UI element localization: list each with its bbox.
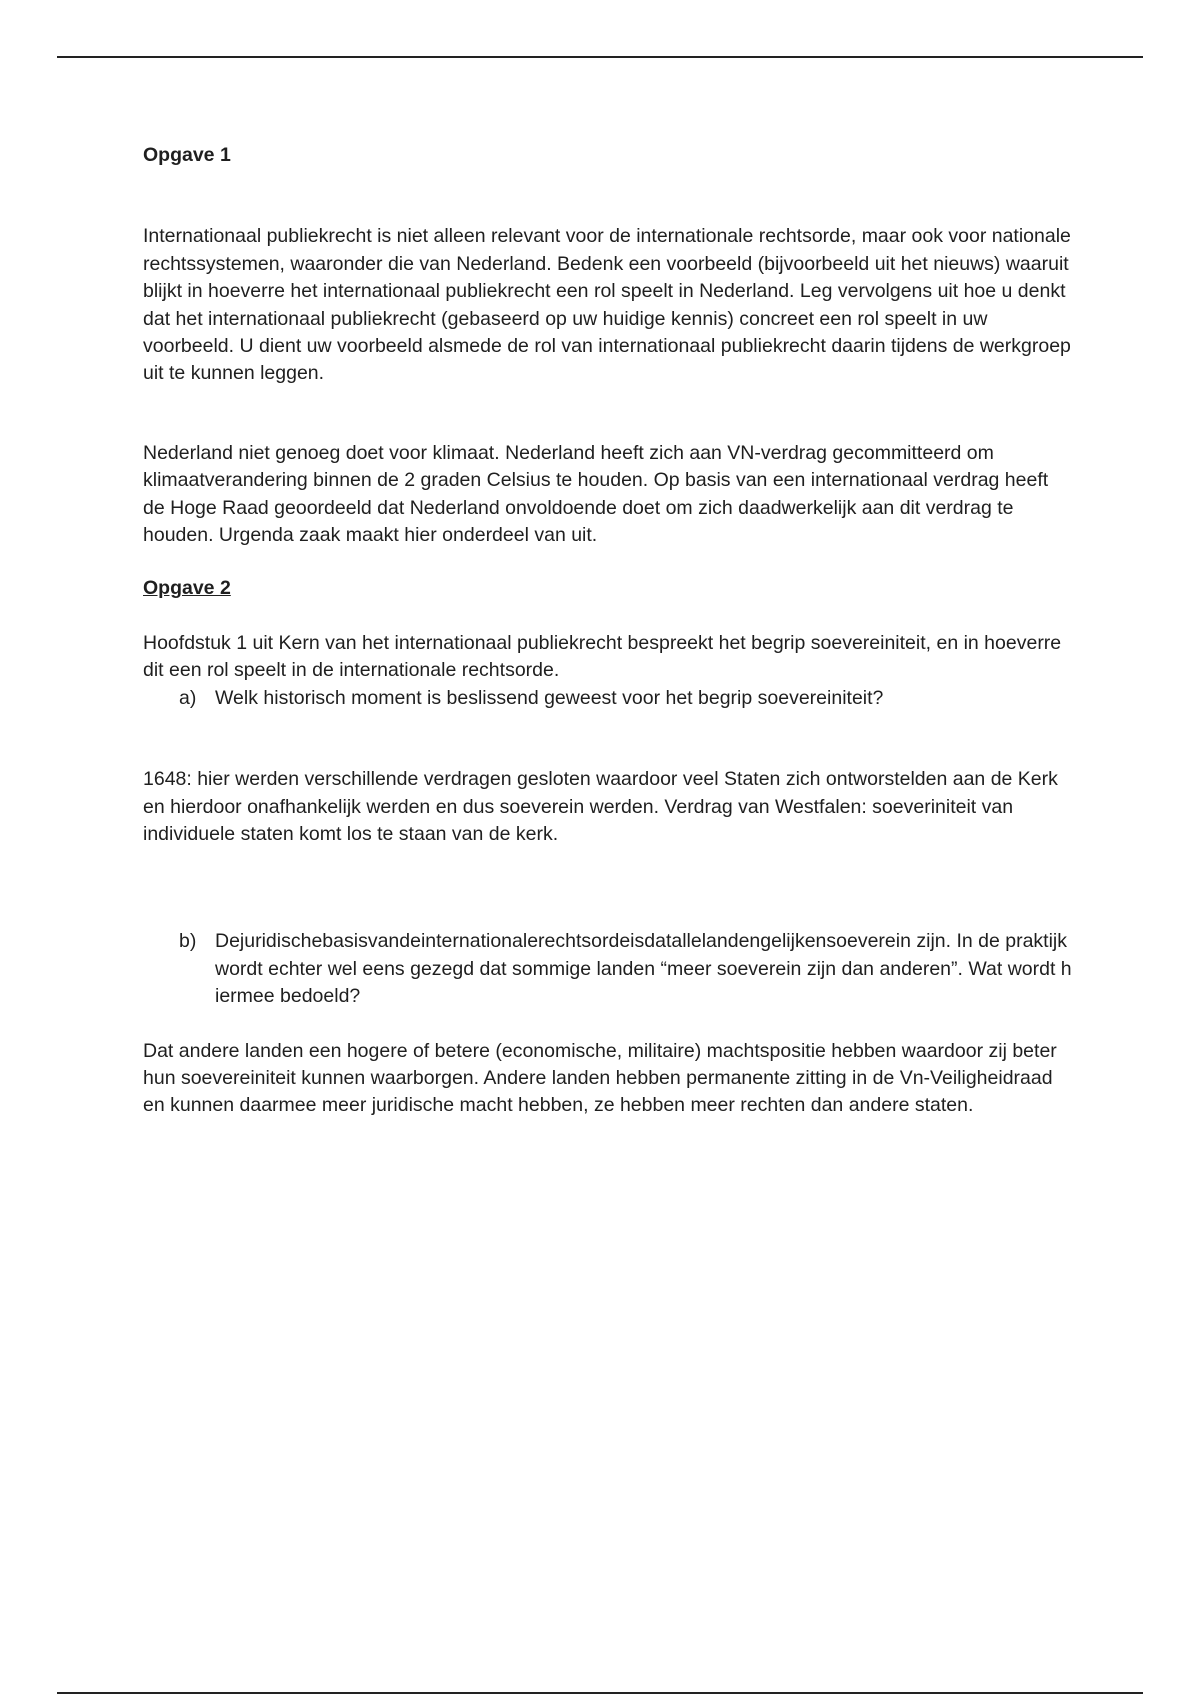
document-body [143, 142, 1073, 1120]
question-a [143, 685, 1073, 712]
answer-b: Dat andere landen een hogere of betere (economische, militaire) machtspositie hebben waardoor zij beter hun soevereiniteit kunnen waarborgen. Andere landen hebben permanente zitting in de Vn-Veiligheidraad en kunnen daarmee meer juridische macht hebben, ze hebben meer rechten dan andere staten. [143, 1039, 1057, 1117]
answer-a: 1648: hier werden verschillende verdragen gesloten waardoor veel Staten zich ontworstelden aan de Kerk en hierdoor onafhankelijk werden en dus soeverein werden. Verdrag van Westfalen: soeveriniteit van individuele staten komt los te staan van de kerk. [143, 768, 1058, 845]
opgave-2-heading: Opgave 2 [143, 577, 231, 600]
question-b [143, 928, 1073, 1010]
opgave-2-intro: Hoofdstuk 1 uit Kern van het internationaal publiekrecht bespreekt het begrip soevereiniteit, en in hoeverre dit een rol speelt in de internationale rechtsorde. [143, 631, 1062, 682]
footer-rule [57, 1692, 1143, 1694]
question-b-text: Dejuridischebasisvandeinternationalerechtsordeisdatallelandengelijkensoeverein zijn. In de praktijk wordt echter wel eens gezegd dat sommige landen “meer soeverein zijn dan anderen”. Wat wordt hiermee bedoeld? [215, 930, 1072, 1008]
opgave-1-heading: Opgave 1 [143, 144, 231, 166]
header-rule [57, 56, 1143, 58]
question-a-text: Welk historisch moment is beslissend geweest voor het begrip soevereiniteit? [215, 686, 884, 709]
question-b-marker: b) [179, 930, 197, 953]
opgave-1-question: Internationaal publiekrecht is niet alleen relevant voor de internationale rechtsorde, maar ook voor nationale rechtssystemen, waaronder die van Nederland. Bedenk een voorbeeld (bijvoorbeeld uit het nieuws) waaruit blijkt in hoeverre het internationaal publiekrecht een rol speelt in Nederland. Leg vervolgens uit hoe u denkt dat het internationaal publiekrecht (gebaseerd op uw huidige kennis) concreet een rol speelt in uw voorbeeld. U dient uw voorbeeld alsmede de rol van internationaal publiekrecht daarin tijdens de werkgroep uit te kunnen leggen. [143, 225, 1071, 385]
opgave-1-answer: Nederland niet genoeg doet voor klimaat. Nederland heeft zich aan VN-verdrag gecommitteerd om klimaatverandering binnen de 2 graden Celsius te houden. Op basis van een internationaal verdrag heeft de Hoge Raad geoordeeld dat Nederland onvoldoende doet om zich daadwerkelijk aan dit verdrag te houden. Urgenda zaak maakt hier onderdeel van uit. [143, 441, 1049, 547]
question-a-marker: a) [179, 686, 197, 709]
